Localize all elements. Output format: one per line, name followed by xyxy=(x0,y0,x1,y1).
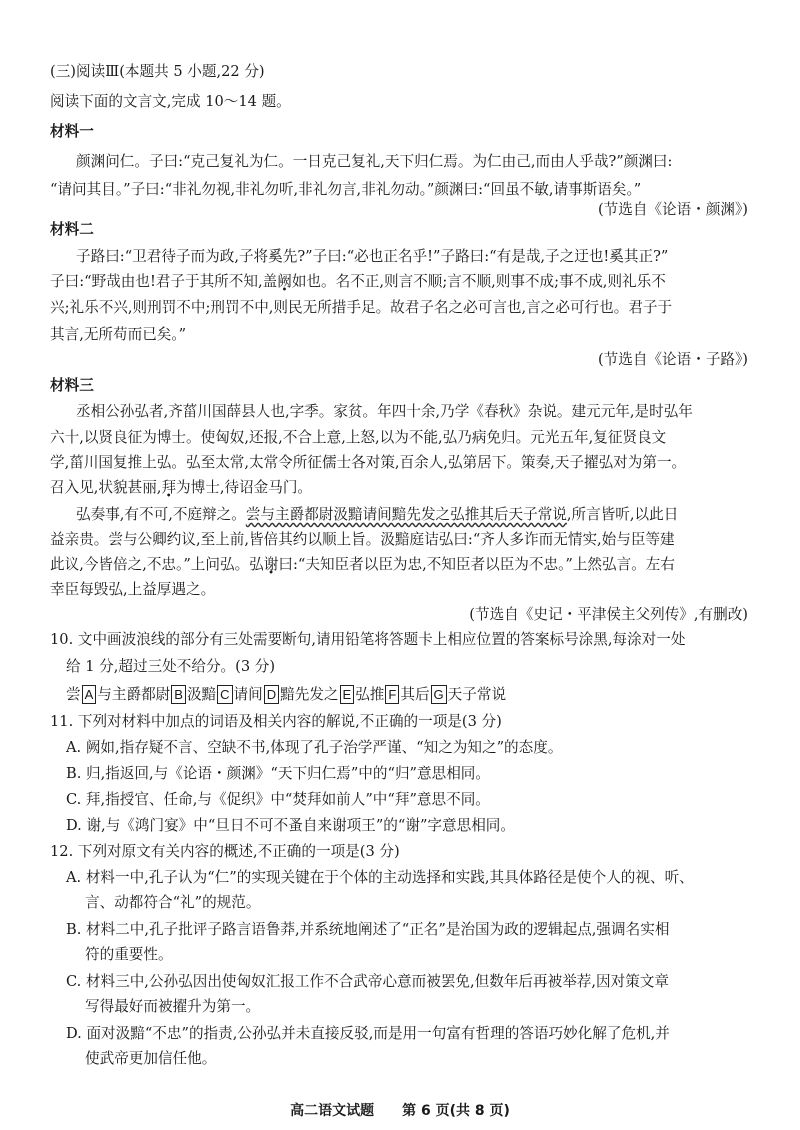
break-mark-c[interactable]: C xyxy=(217,685,232,704)
material3-line-8: 幸臣每毁弘,上益厚遇之。 xyxy=(50,581,216,598)
dotted-word-xie: 谢 xyxy=(263,556,279,573)
footer-page-number: 第 6 页(共 8 页) xyxy=(402,1103,510,1119)
q12-option-b-line-2: 符的重要性。 xyxy=(85,946,173,963)
break-mark-f[interactable]: F xyxy=(385,685,399,704)
material2-line-1: 子路曰:“卫君待子而为政,子将奚先?”子曰:“必也正名乎!”子路曰:“有是哉,子之迂也!奚其正?” xyxy=(76,248,669,265)
q11-option-a[interactable]: A. 阙如,指存疑不言、空缺不书,体现了孔子治学严谨、“知之为知之”的态度。 xyxy=(66,739,563,756)
material3-line-4: 召入见,状貌甚丽,拜为博士,待诏金马门。 xyxy=(50,479,313,496)
q10-segmented-sentence: 尝 A 与主爵都尉 B 汲黯 C 请间 D 黯先发之 E 弘推 F 其后 G 天子常说 xyxy=(66,686,507,703)
break-mark-e[interactable]: E xyxy=(340,685,355,704)
break-mark-d[interactable]: D xyxy=(264,685,279,704)
material3-line-6: 益亲贵。尝与公卿约议,至上前,皆倍其约以顺上旨。汲黯庭诘弘曰:“齐人多诈而无情实,始与臣等建 xyxy=(50,531,675,548)
q12-option-c-line-2: 写得最好而被擢升为第一。 xyxy=(85,998,261,1015)
material2-title: 材料二 xyxy=(50,221,94,238)
break-mark-b[interactable]: B xyxy=(171,685,186,704)
material3-title: 材料三 xyxy=(50,377,94,394)
section-instruction: 阅读下面的文言文,完成 10～14 题。 xyxy=(50,93,291,110)
material3-line-2: 六十,以贤良征为博士。使匈奴,还报,不合上意,上怒,以为不能,弘乃病免归。元光五年,复征贤良文 xyxy=(50,429,667,446)
q11-option-d[interactable]: D. 谢,与《鸿门宴》中“旦日不可不蚤自来谢项王”的“谢”字意思相同。 xyxy=(66,817,515,834)
material3-source: (节选自《史记・平津侯主父列传》,有删改) xyxy=(469,606,748,623)
q12-option-a-line-1[interactable]: A. 材料一中,孔子认为“仁”的实现关键在于个体的主动选择和实践,其具体路径是使个人的视、听、 xyxy=(66,869,694,886)
material2-line-2: 子曰:“野哉由也!君子于其所不知,盖阙如也。名不正,则言不顺;言不顺,则事不成;事不成,则礼乐不 xyxy=(50,273,666,290)
q12-option-c-line-1[interactable]: C. 材料三中,公孙弘因出使匈奴汇报工作不合武帝心意而被罢免,但数年后再被举荐,因对策文章 xyxy=(66,973,670,990)
page-footer xyxy=(0,1100,800,1120)
q10-stem-line-2: 给 1 分,超过三处不给分。(3 分) xyxy=(66,658,276,675)
break-mark-a[interactable]: A xyxy=(82,685,97,704)
q12-option-b-line-1[interactable]: B. 材料二中,孔子批评子路言语鲁莽,并系统地阐述了“正名”是治国为政的逻辑起点,强调名实相 xyxy=(66,921,670,938)
material1-source: (节选自《论语・颜渊》) xyxy=(597,201,748,218)
footer-subject: 高二语文试题 xyxy=(290,1103,375,1119)
break-mark-g[interactable]: G xyxy=(431,685,447,704)
material3-line-7: 此议,今皆倍之,不忠。”上问弘。弘谢曰:“夫知臣者以臣为忠,不知臣者以臣为不忠。”上然弘言。左右 xyxy=(50,556,675,573)
material3-line-3: 学,菑川国复推上弘。弘至太常,太常令所征儒士各对策,百余人,弘第居下。策奏,天子擢弘对为第一。 xyxy=(50,454,687,471)
q12-option-d-line-2: 使武帝更加信任他。 xyxy=(85,1050,217,1067)
material1-line-2: “请问其目。”子曰:“非礼勿视,非礼勿听,非礼勿言,非礼勿动。”颜渊曰:“回虽不敏,请事斯语矣。” xyxy=(50,181,642,198)
dotted-word-bai: 拜 xyxy=(161,479,177,496)
material3-line-5: 弘奏事,有不可,不庭辩之。尝与主爵都尉汲黯请间黯先发之弘推其后天子常说,所言皆听,以此日 xyxy=(76,506,679,523)
q11-option-c[interactable]: C. 拜,指授官、任命,与《促织》中“焚拜如前人”中“拜”意思不同。 xyxy=(66,791,490,808)
material3-line-1: 丞相公孙弘者,齐菑川国薛县人也,字季。家贫。年四十余,乃学《春秋》杂说。建元元年,是时弘年 xyxy=(76,403,693,420)
wavy-underlined-passage: 尝与主爵都尉汲黯请间黯先发之弘推其后天子常说 xyxy=(245,506,567,523)
q12-stem: 12. 下列对原文有关内容的概述,不正确的一项是(3 分) xyxy=(50,843,400,860)
q12-option-d-line-1[interactable]: D. 面对汲黯“不忠”的指责,公孙弘并未直接反驳,而是用一句富有哲理的答语巧妙化解了危机,并 xyxy=(66,1025,670,1042)
material2-source: (节选自《论语・子路》) xyxy=(597,351,748,368)
material2-line-3: 兴;礼乐不兴,则刑罚不中;刑罚不中,则民无所措手足。故君子名之必可言也,言之必可行也。君子于 xyxy=(50,299,673,316)
material1-title: 材料一 xyxy=(50,123,94,140)
q11-option-b[interactable]: B. 归,指返回,与《论语・颜渊》“天下归仁焉”中的“归”意思相同。 xyxy=(66,765,490,782)
q10-stem-line-1: 10. 文中画波浪线的部分有三处需要断句,请用铅笔将答题卡上相应位置的答案标号涂黑,每涂对一处 xyxy=(50,631,686,648)
material2-line-4: 其言,无所苟而已矣。” xyxy=(50,326,187,343)
dotted-word-que: 阙 xyxy=(277,273,292,290)
section-heading: (三)阅读Ⅲ(本题共 5 小题,22 分) xyxy=(50,63,265,80)
q12-option-a-line-2: 言、动都符合“礼”的规范。 xyxy=(85,894,261,911)
q11-stem: 11. 下列对材料中加点的词语及相关内容的解说,不正确的一项是(3 分) xyxy=(50,713,502,730)
material1-line-1: 颜渊问仁。子曰:“克己复礼为仁。一日克己复礼,天下归仁焉。为仁由己,而由人乎哉?”颜渊曰: xyxy=(76,153,673,170)
